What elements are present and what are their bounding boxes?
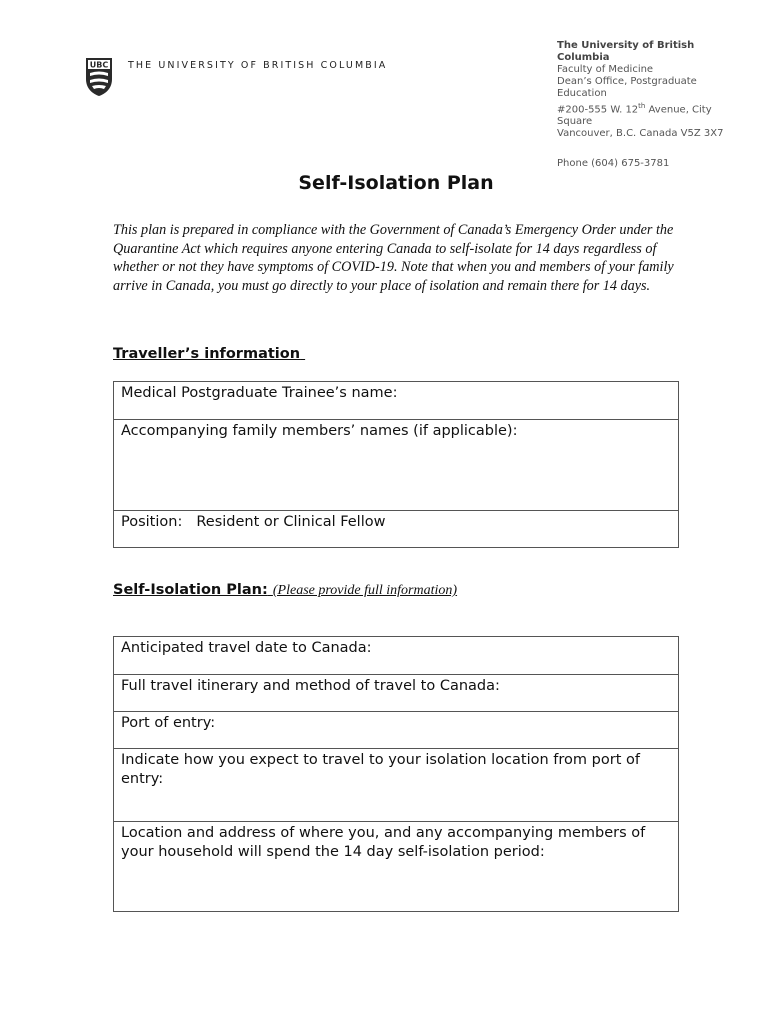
plan-heading-text: Self-Isolation Plan: (113, 582, 268, 598)
isolation-location-field[interactable]: Location and address of where you, and any accompanying members of your household will spend the 14 day self-isolation period: (114, 821, 678, 911)
address-line-1: The University of British Columbia (557, 40, 695, 63)
family-members-field[interactable]: Accompanying family members’ names (if applicable): (114, 419, 678, 510)
address-line-4 (557, 100, 737, 128)
address-block (557, 40, 737, 170)
address-street-suffix: Avenue, City Square (557, 104, 712, 128)
trainee-name-field[interactable]: Medical Postgraduate Trainee’s name: (121, 385, 398, 401)
address-street-prefix: #200-555 W. 12 (557, 104, 639, 116)
position-label: Position: (121, 514, 183, 530)
page-title: Self-Isolation Plan (298, 172, 494, 194)
intro-paragraph: This plan is prepared in compliance with the Government of Canada’s Emergency Order under the Quarantine Act which requires anyone entering Canada to self-isolate for 14 days regardless of whether or not they have symptoms of COVID-19. Note that when you and members of your family arrive in Canada, you must go directly to your place of isolation and remain there for 14 days. (113, 222, 674, 294)
plan-section-heading (113, 582, 457, 599)
traveller-section-heading (113, 346, 305, 362)
position-field[interactable] (114, 510, 678, 547)
crest-text: UBC (89, 60, 109, 70)
address-line-5: Vancouver, B.C. Canada V5Z 3X7 (557, 128, 724, 140)
address-line-2: Faculty of Medicine (557, 64, 654, 75)
port-of-entry-field[interactable]: Port of entry: (114, 711, 678, 748)
address-street-sup: th (638, 102, 646, 110)
ubc-crest-logo (85, 57, 113, 97)
travel-to-isolation-field[interactable]: Indicate how you expect to travel to your isolation location from port of entry: (114, 748, 678, 821)
plan-heading-note: (Please provide full information) (272, 583, 458, 598)
travel-date-field[interactable]: Anticipated travel date to Canada: (121, 640, 372, 656)
address-line-3: Dean’s Office, Postgraduate Education (557, 76, 697, 99)
traveller-info-table (113, 381, 679, 548)
position-value: Resident or Clinical Fellow (196, 514, 386, 530)
traveller-heading-text: Traveller’s information (113, 346, 301, 362)
phone-number: Phone (604) 675-3781 (557, 158, 670, 170)
travel-itinerary-field[interactable]: Full travel itinerary and method of travel to Canada: (114, 674, 678, 711)
isolation-plan-table (113, 636, 679, 912)
university-name: THE UNIVERSITY OF BRITISH COLUMBIA (128, 60, 388, 71)
